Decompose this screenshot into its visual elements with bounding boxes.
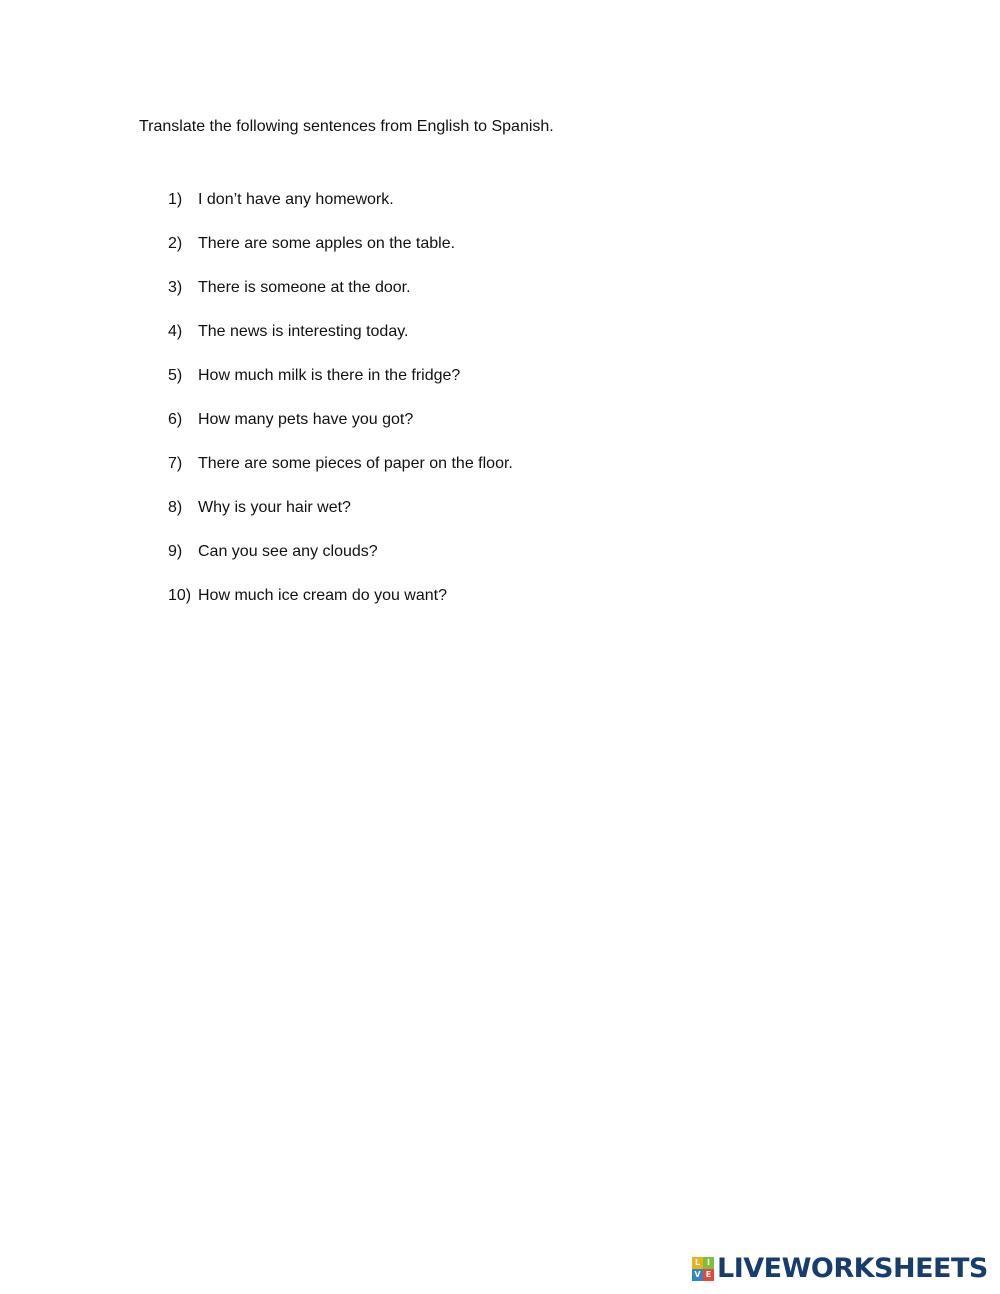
item-number: 2) — [168, 235, 183, 252]
item-number: 6) — [168, 411, 183, 428]
logo-mark-cell: V — [692, 1269, 703, 1281]
logo-mark-cell: L — [692, 1257, 703, 1269]
item-sentence: There are some apples on the table. — [198, 235, 456, 252]
logo-text: LIVEWORKSHEETS — [717, 1253, 988, 1284]
instructions-text: Translate the following sentences from English to Spanish. — [139, 118, 554, 135]
item-sentence: How much ice cream do you want? — [198, 587, 447, 604]
item-sentence: I don’t have any homework. — [198, 191, 394, 208]
item-sentence: The news is interesting today. — [198, 323, 409, 340]
item-sentence: Why is your hair wet? — [198, 499, 351, 516]
item-sentence: There is someone at the door. — [198, 279, 411, 296]
logo-mark-cell: I — [703, 1257, 714, 1269]
item-sentence: There are some pieces of paper on the floor. — [198, 455, 513, 472]
item-sentence: Can you see any clouds? — [198, 543, 378, 560]
item-number: 5) — [168, 367, 183, 384]
item-number: 10) — [168, 587, 192, 604]
item-sentence: How many pets have you got? — [198, 411, 414, 428]
item-sentence: How much milk is there in the fridge? — [198, 367, 461, 384]
item-number: 7) — [168, 455, 183, 472]
logo-mark-icon — [692, 1257, 714, 1281]
liveworksheets-logo — [692, 1253, 988, 1285]
item-number: 1) — [168, 191, 183, 208]
logo-mark-cell: E — [703, 1269, 714, 1281]
item-number: 4) — [168, 323, 183, 340]
item-number: 3) — [168, 279, 183, 296]
item-number: 9) — [168, 543, 183, 560]
item-number: 8) — [168, 499, 183, 516]
